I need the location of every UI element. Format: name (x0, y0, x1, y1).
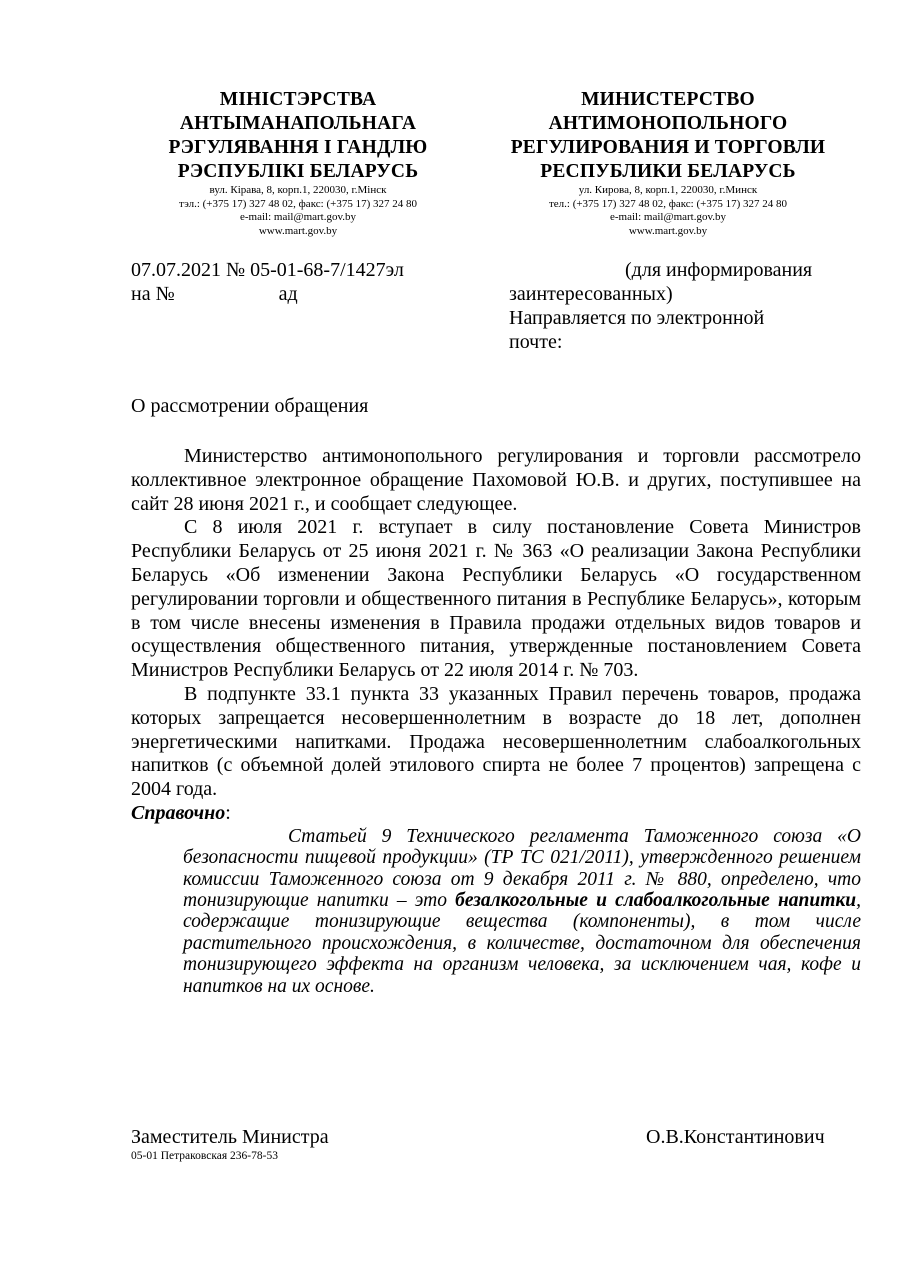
addressee-line: Направляется по электронной (509, 307, 765, 329)
website: www.mart.gov.by (258, 224, 338, 237)
addressee-block (509, 258, 854, 354)
title-line: АНТЫМАНАПОЛЬНАГА (179, 113, 417, 134)
title-line: АНТИМОНОПОЛЬНОГО (548, 113, 788, 134)
note-emphasis: безалкогольные и слабоалкогольные напитки (455, 889, 857, 911)
addressee-line: заинтересованных) (509, 283, 673, 305)
body-paragraph: С 8 июля 2021 г. вступает в силу постановление Совета Министров Республики Беларусь от 25 июня 2021 г. № 363 «О реализации Закона Республики Беларусь «Об изменении Закона Республики Беларусь «О государственном регулировании торговли и общественного питания в Республике Беларусь», которым в том числе внесены изменения в Правила продажи отдельных видов товаров и осуществления общественного питания, утвержденные постановлением Совета Министров Республики Беларусь от 22 июля 2014 г. № 703. (131, 516, 861, 682)
title-line: РЭГУЛЯВАННЯ І ГАНДЛЮ (168, 137, 428, 158)
email: e-mail: mail@mart.gov.by (609, 211, 727, 223)
signatory-position: Заместитель Министра (131, 1126, 329, 1148)
reply-to-label: на № (131, 283, 175, 305)
reference-note-colon: : (225, 801, 231, 824)
website: www.mart.gov.by (628, 224, 708, 237)
header-right (488, 88, 848, 238)
address: ул. Кирова, 8, корп.1, 220030, г.Минск (578, 184, 758, 196)
executor-info: 05-01 Петраковская 236-78-53 (131, 1150, 278, 1162)
reply-to-suffix: ад (278, 283, 298, 305)
title-line: РЕГУЛИРОВАНИЯ И ТОРГОВЛИ (510, 137, 826, 158)
document-reference (131, 258, 404, 306)
title-line: РЭСПУБЛІКІ БЕЛАРУСЬ (177, 161, 419, 182)
addressee-text: (для информирования (625, 259, 813, 281)
contact-block-belarusian (128, 184, 468, 238)
body-paragraph: В подпункте 33.1 пункта 33 указанных Правил перечень товаров, продажа которых запрещается несовершеннолетним в возрасте до 18 лет, дополнен энергетическими напитками. Продажа несовершеннолетним слабоалкогольных напитков (с объемной долей этилового спирта не более 7 процентов) запрещена с 2004 года. (131, 682, 861, 801)
phone: тэл.: (+375 17) 327 48 02, факс: (+375 17) 327 24 80 (179, 197, 417, 210)
letter-body (131, 445, 861, 997)
addressee-line: почте: (509, 331, 563, 353)
ministry-name-russian (488, 88, 848, 184)
note-text: , содержащие тонизирующие вещества (компоненты), в том числе растительного происхождения, в количестве, достаточном для обеспечения тонизирующего эффекта на организм человека, за исключением чая, кофе и напитков на их основе. (183, 889, 861, 997)
reference-note-label: Справочно (131, 801, 226, 824)
body-paragraph: Министерство антимонопольного регулирования и торговли рассмотрело коллективное электронное обращение Пахомовой Ю.В. и других, поступившее на сайт 28 июня 2021 г., и сообщает следующее. (131, 445, 861, 515)
contact-block-russian (488, 184, 848, 238)
header-left (128, 88, 468, 238)
title-line: РЕСПУБЛИКИ БЕЛАРУСЬ (540, 161, 796, 182)
date-number: 07.07.2021 № 05-01-68-7/1427эл (131, 259, 404, 281)
ministry-name-belarusian (128, 88, 468, 184)
title-line: МИНИСТЕРСТВО (581, 89, 755, 110)
phone: тел.: (+375 17) 327 48 02, факс: (+375 17) 327 24 80 (548, 197, 788, 210)
signatory-name: О.В.Константинович (646, 1126, 825, 1148)
title-line: МІНІСТЭРСТВА (219, 89, 377, 110)
reference-note-text (183, 826, 861, 997)
email: e-mail: mail@mart.gov.by (239, 211, 357, 223)
reference-note-heading (131, 802, 861, 826)
reply-to (131, 282, 404, 306)
address: вул. Кірава, 8, корп.1, 220030, г.Мінск (209, 184, 387, 196)
note-text: Статьей 9 Технического регламента Таможенного союза «О безопасности пищевой продукции» (ТР ТС 021/2011), утвержденного решением комиссии Таможенного союза от 9 декабря 2011 г. № 880, определено, что тонизирующие напитки – это (183, 825, 861, 911)
subject-line: О рассмотрении обращения (131, 395, 369, 417)
addressee-line (509, 258, 854, 282)
